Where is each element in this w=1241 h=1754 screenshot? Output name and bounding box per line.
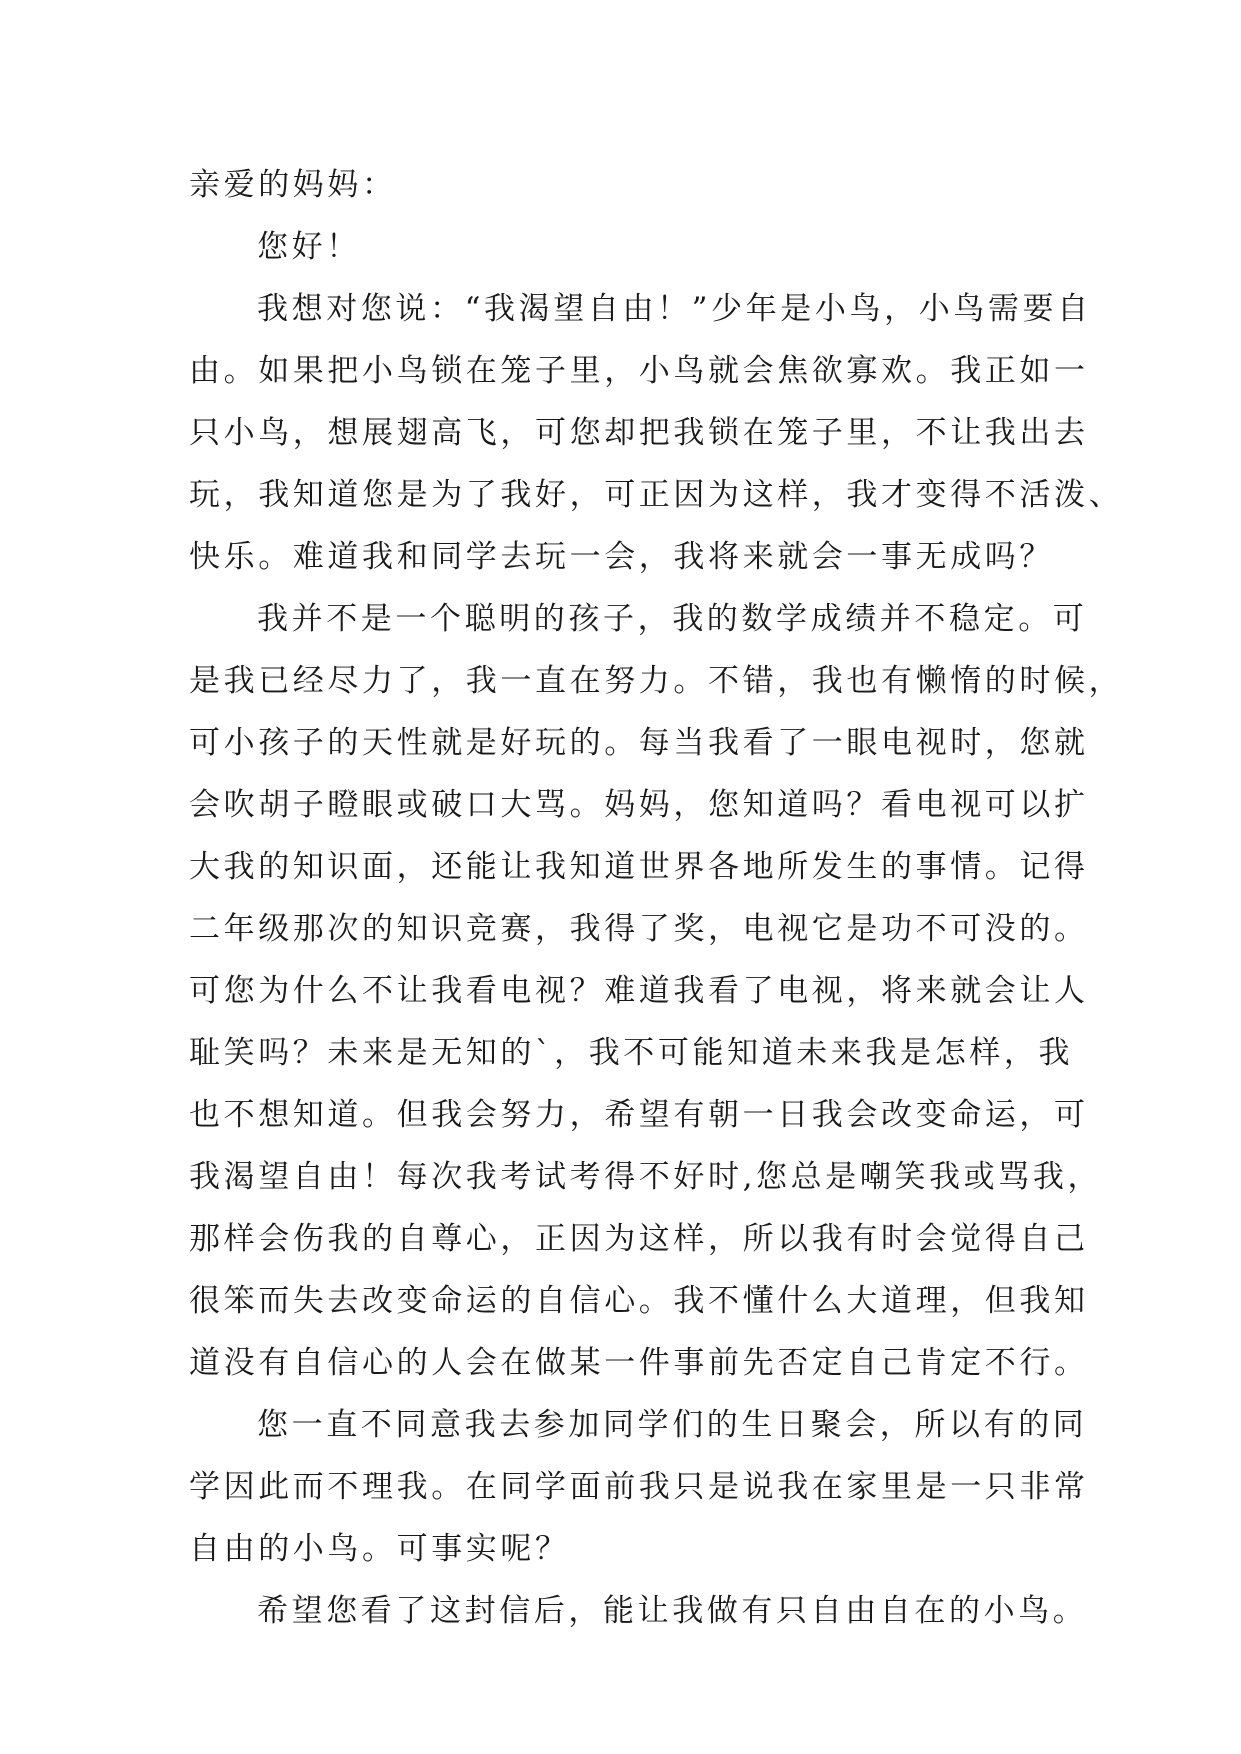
letter-line: 自由的小鸟。可事实呢？ <box>189 1531 570 1567</box>
letter-body <box>189 154 1124 1642</box>
letter-line: 可您为什么不让我看电视？难道我看了电视，将来就会让人 <box>189 973 1089 1009</box>
letter-line: 玩，我知道您是为了我好，可正因为这样，我才变得不活泼、 <box>189 477 1124 513</box>
letter-line: 很笨而失去改变命运的自信心。我不懂什么大道理，但我知 <box>189 1283 1089 1319</box>
letter-line: 我想对您说：“我渴望自由！”少年是小鸟，小鸟需要自 <box>257 291 1092 327</box>
letter-line: 只小鸟，想展翅高飞，可您却把我锁在笼子里，不让我出去 <box>189 415 1089 451</box>
letter-line: 我并不是一个聪明的孩子，我的数学成绩并不稳定。可 <box>257 601 1088 637</box>
letter-line: 快乐。难道我和同学去玩一会，我将来就会一事无成吗？ <box>189 539 1054 575</box>
letter-greeting: 亲爱的妈妈： <box>189 167 397 203</box>
letter-salutation: 您好！ <box>257 229 361 265</box>
letter-line: 由。如果把小鸟锁在笼子里，小鸟就会焦欲寡欢。我正如一 <box>189 353 1089 389</box>
letter-line: 我渴望自由！每次我考试考得不好时,您总是嘲笑我或骂我， <box>189 1159 1103 1195</box>
letter-line: 是我已经尽力了，我一直在努力。不错，我也有懒惰的时候， <box>189 663 1124 699</box>
letter-line: 可小孩子的天性就是好玩的。每当我看了一眼电视时，您就 <box>189 725 1089 761</box>
letter-line: 大我的知识面，还能让我知道世界各地所发生的事情。记得 <box>189 849 1089 885</box>
letter-line: 希望您看了这封信后，能让我做有只自由自在的小鸟。 <box>257 1593 1088 1629</box>
letter-line: 那样会伤我的自尊心，正因为这样，所以我有时会觉得自己 <box>189 1221 1089 1257</box>
letter-line: 二年级那次的知识竞赛，我得了奖，电视它是功不可没的。 <box>189 911 1089 947</box>
letter-paragraphs <box>189 278 1124 1642</box>
letter-line: 耻笑吗？未来是无知的`，我不可能知道未来我是怎样，我 <box>189 1035 1074 1071</box>
letter-line: 会吹胡子瞪眼或破口大骂。妈妈，您知道吗？看电视可以扩 <box>189 787 1089 823</box>
letter-line: 学因此而不理我。在同学面前我只是说我在家里是一只非常 <box>189 1469 1089 1505</box>
letter-line: 也不想知道。但我会努力，希望有朝一日我会改变命运，可 <box>189 1097 1089 1133</box>
letter-line: 道没有自信心的人会在做某一件事前先否定自己肯定不行。 <box>189 1345 1089 1381</box>
letter-line: 您一直不同意我去参加同学们的生日聚会，所以有的同 <box>257 1407 1088 1443</box>
